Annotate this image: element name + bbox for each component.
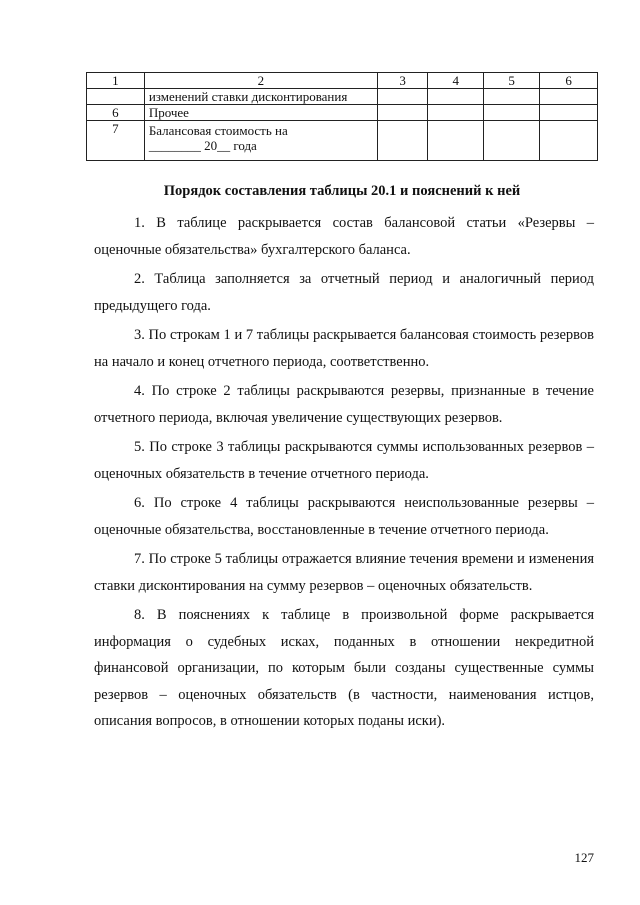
row-label: Балансовая стоимость на ________ 20__ года [144,121,377,161]
table-cell [428,121,484,161]
page-number: 127 [574,850,594,865]
table-row [87,105,598,121]
header-cell: 3 [377,73,427,89]
table-cell [484,89,540,105]
paragraph: 4. По строке 2 таблицы раскрываются резервы, признанные в течение отчетного периода, включая увеличение существующих резервов. [94,383,594,426]
table-cell [540,89,598,105]
table-cell [377,105,427,121]
table-cell [428,89,484,105]
table-cell [428,105,484,121]
table-cell [484,105,540,121]
paragraph: 1. В таблице раскрывается состав балансовой статьи «Резервы – оценочные обязательства» бухгалтерского баланса. [94,215,594,258]
table-header-row [87,73,598,89]
table-row [87,121,598,161]
body-text [94,210,594,738]
header-cell: 4 [428,73,484,89]
paragraph: 2. Таблица заполняется за отчетный период и аналогичный период предыдущего года. [94,271,594,314]
reserves-table [86,72,598,161]
header-cell: 5 [484,73,540,89]
table-cell [377,121,427,161]
header-cell: 6 [540,73,598,89]
table-cell [377,89,427,105]
row-number: 7 [87,121,145,161]
paragraph: 8. В пояснениях к таблице в произвольной форме раскрывается информация о судебных исках, поданных в отношении некредитной финансовой организации, по которым были созданы существенные суммы резервов – оценочных обязательств (в частности, наименования истцов, описания вопросов, в отношении которых поданы иски). [94,607,594,729]
header-cell: 1 [87,73,145,89]
row-number: 6 [87,105,145,121]
paragraph: 3. По строкам 1 и 7 таблицы раскрывается балансовая стоимость резервов на начало и конец отчетного периода, соответственно. [94,327,594,370]
row-number [87,89,145,105]
section-heading: Порядок составления таблицы 20.1 и пояснений к ней [163,183,521,199]
paragraph: 6. По строке 4 таблицы раскрываются неиспользованные резервы – оценочные обязательства, восстановленные в течение отчетного периода. [94,495,594,538]
table-cell [484,121,540,161]
row-label: Прочее [144,105,377,121]
table-cell [540,121,598,161]
table-row [87,89,598,105]
paragraph: 7. По строке 5 таблицы отражается влияние течения времени и изменения ставки дисконтирования на сумму резервов – оценочных обязательств. [94,551,594,594]
table-cell [540,105,598,121]
row-label: изменений ставки дисконтирования [144,89,377,105]
header-cell: 2 [144,73,377,89]
paragraph: 5. По строке 3 таблицы раскрываются суммы использованных резервов – оценочных обязательств в течение отчетного периода. [94,439,594,482]
